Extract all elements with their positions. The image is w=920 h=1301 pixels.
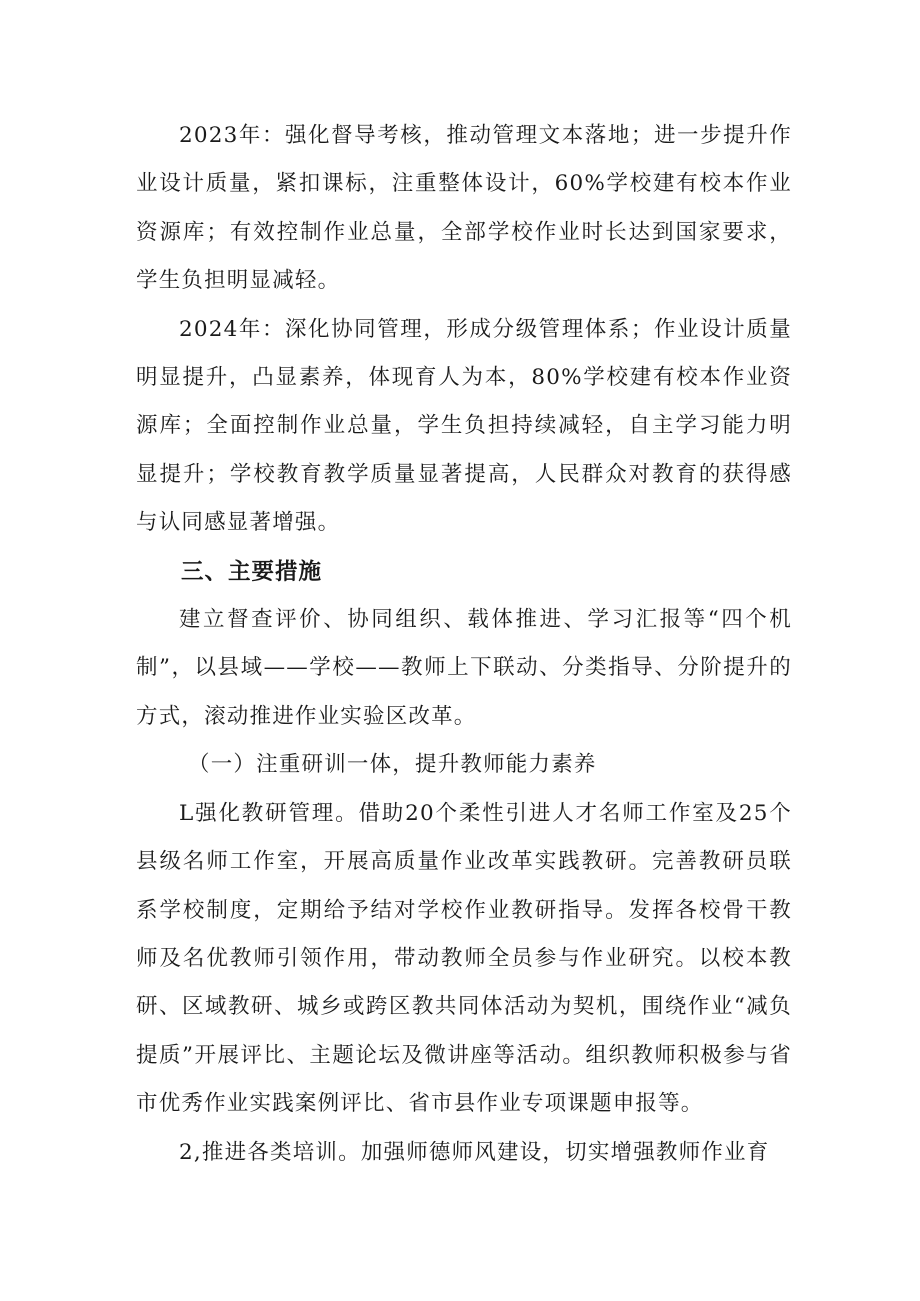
paragraph-promote-training: 2,推进各类培训。加强师德师风建设，切实增强教师作业育 [179, 1139, 770, 1165]
section-heading-main-measures: 三、主要措施 [181, 558, 323, 585]
paragraph-2023-goals: 2023年：强化督导考核，推动管理文本落地；进一步提升作业设计质量，紧扣课标，注重整体设计，60%学校建有校本作业资源库；有效控制作业总量，全部学校作业时长达到国家要求，学生负担明显减轻。 [136, 123, 792, 294]
paragraph-2024-goals: 2024年：深化协同管理，形成分级管理体系；作业设计质量明显提升，凸显素养，体现育人为本，80%学校建有校本作业资源库；全面控制作业总量，学生负担持续减轻，自主学习能力明显提升；学校教育教学质量显著提高，人民群众对教育的获得感与认同感显著增强。 [136, 316, 792, 536]
paragraph-teaching-research-management: L强化教研管理。借助20个柔性引进人才名师工作室及25个县级名师工作室，开展高质量作业改革实践教研。完善教研员联系学校制度，定期给予结对学校作业教研指导。发挥各校骨干教师及名优教师引领作用，带动教师全员参与作业研究。以校本教研、区域教研、城乡或跨区教共同体活动为契机，围绕作业“减负提质”开展评比、主题论坛及微讲座等活动。组织教师积极参与省市优秀作业实践案例评比、省市县作业专项课题申报等。 [136, 800, 792, 1117]
paragraph-four-mechanisms: 建立督查评价、协同组织、载体推进、学习汇报等“四个机制”，以县域——学校——教师上下联动、分类指导、分阶提升的方式，滚动推进作业实验区改革。 [136, 607, 792, 729]
subheading-research-training: （一）注重研训一体，提升教师能力素养 [188, 752, 597, 778]
